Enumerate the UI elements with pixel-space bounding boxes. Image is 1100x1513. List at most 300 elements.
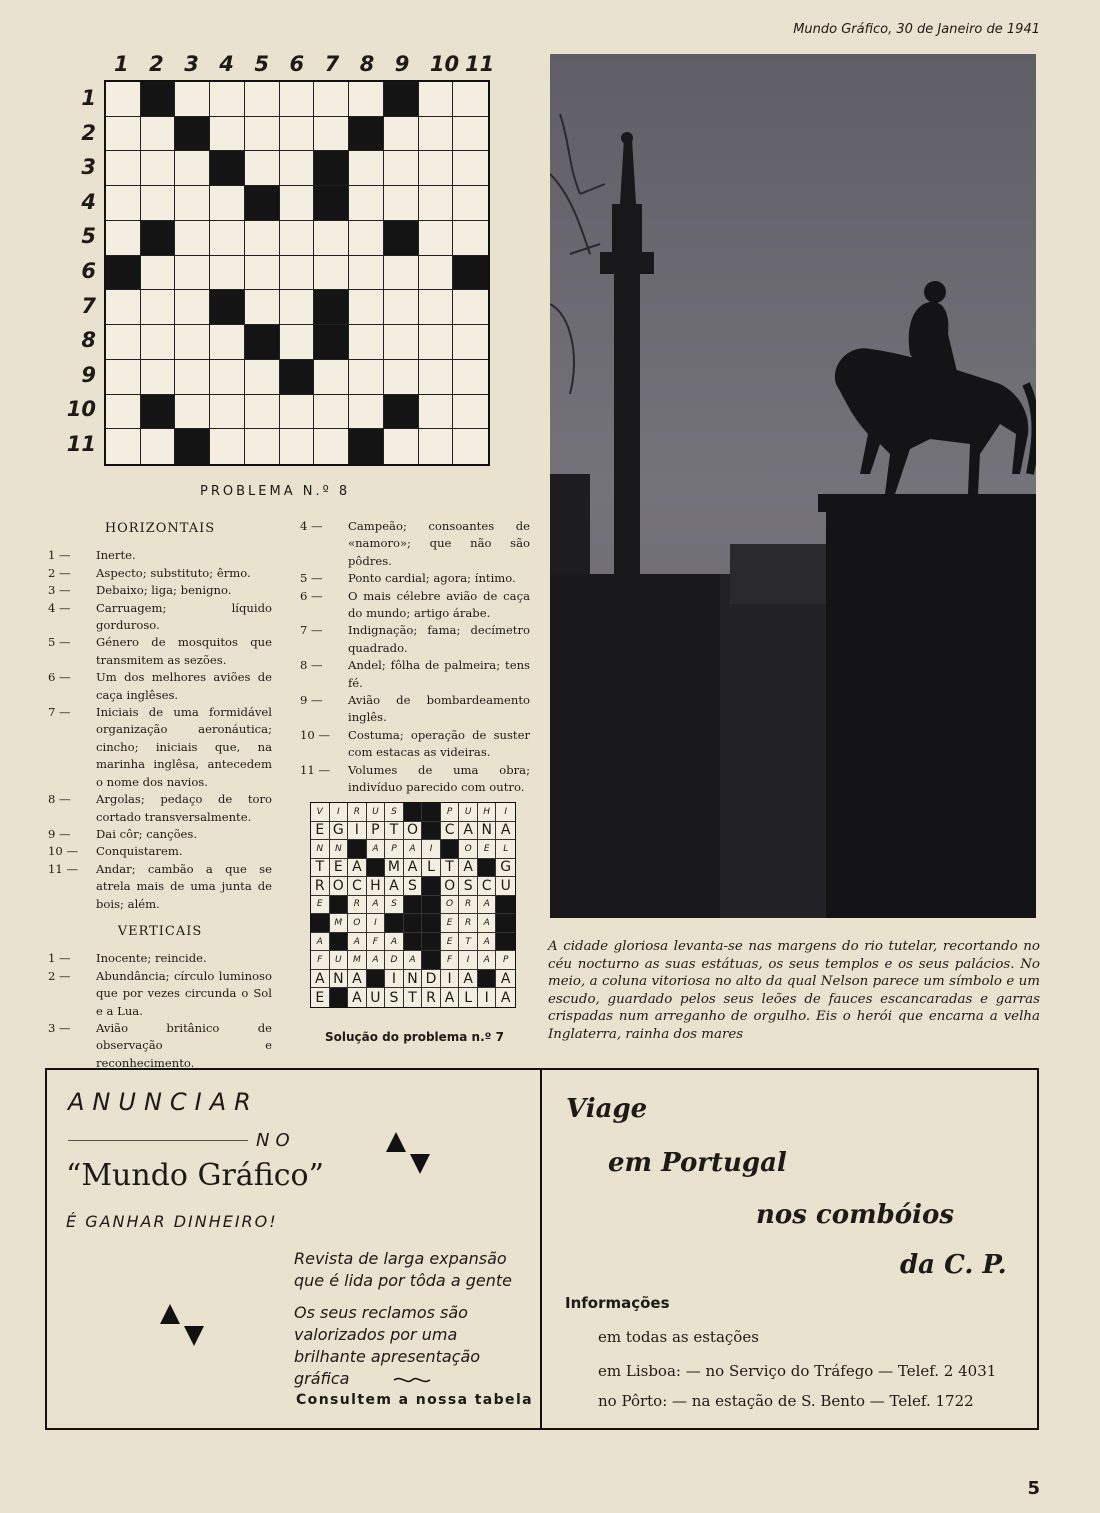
crossword-cell: [453, 82, 488, 117]
solution-cell: A: [404, 859, 423, 878]
crossword-cell: [245, 186, 280, 221]
row-number: 8: [81, 328, 96, 353]
clue-text: Volumes de uma obra; indivíduo parecido com outro.: [348, 762, 530, 795]
trafalgar-night-photo: [550, 54, 1036, 918]
ad-gain-text: É GANHAR DINHEIRO!: [66, 1212, 278, 1231]
solution-cell: A: [367, 951, 386, 970]
solution-cell: R: [348, 896, 367, 915]
crossword-cell: [419, 429, 454, 464]
crossword-cell: [349, 82, 384, 117]
clue-text: Carruagem; líquido gorduroso.: [96, 600, 272, 633]
crossword-cell: [349, 256, 384, 291]
crossword-cell: [314, 290, 349, 325]
clue-number: 3 —: [48, 583, 71, 598]
solution-cell: T: [404, 988, 423, 1007]
column-number: 1: [114, 52, 129, 76]
crossword-cell: [314, 395, 349, 430]
solution-cell: I: [330, 803, 349, 822]
clue-number: 7 —: [300, 623, 323, 638]
solution-cell: L: [422, 859, 441, 878]
solution-cell: R: [348, 803, 367, 822]
row-number: 1: [81, 86, 96, 110]
solution-cell: [478, 970, 497, 989]
solution-cell: A: [496, 970, 515, 989]
solution-cell: A: [404, 951, 423, 970]
solution-cell: [422, 822, 441, 841]
crossword-cell: [280, 186, 315, 221]
crossword-cell: [175, 117, 210, 152]
solution-cell: O: [441, 877, 460, 896]
crossword-cell: [453, 325, 488, 360]
crossword-cell: [141, 186, 176, 221]
solution-cell: A: [478, 914, 497, 933]
solution-cell: [496, 933, 515, 952]
clue-text: Campeão; consoantes de «namoro»; que não são pôdres.: [348, 519, 530, 568]
crossword-cell: [453, 151, 488, 186]
crossword-cell: [314, 117, 349, 152]
cp-info-lisboa: em Lisboa: — no Serviço do Tráfego — Telef. 2 4031: [598, 1362, 997, 1380]
column-number: 10: [429, 52, 460, 76]
clue-text: Abundância; círculo luminoso que por vezes circunda o Sol e a Lua.: [96, 968, 272, 1018]
solution-cell: E: [311, 822, 330, 841]
solution-cell: [422, 877, 441, 896]
clue-text: Andel; fôlha de palmeira; tens fé.: [348, 658, 530, 690]
crossword-cell: [210, 186, 245, 221]
ad-expansion-text: Revista de larga expansão que é lida por tôda a gente: [294, 1249, 512, 1290]
triangles-emblem-icon: [384, 1130, 434, 1176]
solution-cell: T: [385, 822, 404, 841]
crossword-cell: [141, 395, 176, 430]
clue-item: [300, 588, 530, 623]
crossword-cell: [245, 151, 280, 186]
clue-number: 11 —: [48, 861, 79, 876]
crossword-cell: [245, 82, 280, 117]
solution-caption: Solução do problema n.º 7: [325, 1030, 504, 1044]
solution-cell: A: [348, 933, 367, 952]
clues-column-1: [48, 516, 272, 1072]
crossword-cell: [141, 256, 176, 291]
clue-item: [300, 657, 530, 692]
crossword-cell: [314, 360, 349, 395]
solution-cell: I: [459, 951, 478, 970]
crossword-cell: [349, 221, 384, 256]
solution-cell: E: [478, 840, 497, 859]
crossword-cell: [384, 360, 419, 395]
ad-divider: [540, 1068, 542, 1430]
solution-cell: A: [496, 822, 515, 841]
clue-text: Avião britânico de observação e reconhecimento.: [96, 1020, 272, 1070]
crossword-cell: [210, 151, 245, 186]
solution-cell: S: [385, 988, 404, 1007]
solution-cell: U: [367, 803, 386, 822]
solution-cell: E: [311, 896, 330, 915]
crossword-cell: [314, 325, 349, 360]
horizontal-clues: [48, 547, 272, 913]
solution-cell: I: [385, 970, 404, 989]
crossword-cell: [314, 256, 349, 291]
solution-cell: L: [496, 840, 515, 859]
crossword-cell: [384, 256, 419, 291]
clue-text: Argolas; pedaço de toro cortado transversalmente.: [96, 792, 272, 824]
solution-cell: S: [404, 877, 423, 896]
solution-cell: [385, 914, 404, 933]
crossword-cell: [210, 360, 245, 395]
cp-info-heading: Informações: [565, 1294, 670, 1312]
crossword-cell: [175, 186, 210, 221]
crossword-cell: [210, 325, 245, 360]
solution-cell: [422, 914, 441, 933]
solution-cell: I: [422, 840, 441, 859]
solution-cell: P: [385, 840, 404, 859]
crossword-cell: [245, 221, 280, 256]
crossword-cell: [314, 429, 349, 464]
crossword-cell: [175, 429, 210, 464]
solution-cell: D: [422, 970, 441, 989]
clue-number: 10 —: [48, 844, 79, 859]
crossword-cell: [106, 82, 141, 117]
solution-cell: I: [348, 822, 367, 841]
crossword-cell: [141, 117, 176, 152]
crossword-cell: [314, 82, 349, 117]
crossword-cell: [280, 221, 315, 256]
crossword-cell: [210, 290, 245, 325]
crossword-cell: [106, 360, 141, 395]
vertical-clues-b: [300, 518, 530, 797]
solution-cell: A: [459, 822, 478, 841]
solution-cell: A: [478, 896, 497, 915]
column-number: 6: [289, 52, 305, 76]
crossword-cell: [384, 429, 419, 464]
crossword-cell: [384, 221, 419, 256]
solution-cell: [404, 914, 423, 933]
crossword-cell: [349, 429, 384, 464]
solution-cell: D: [385, 951, 404, 970]
cp-ad-line-3: nos combóios: [756, 1200, 954, 1230]
crossword-cell: [280, 360, 315, 395]
crossword-cell: [141, 429, 176, 464]
clue-text: Género de mosquitos que transmitem as sezões.: [96, 635, 272, 667]
solution-cell: G: [496, 859, 515, 878]
solution-cell: E: [311, 988, 330, 1007]
crossword-cell: [141, 360, 176, 395]
crossword-cell: [245, 360, 280, 395]
solution-grid: [310, 802, 516, 1008]
solution-cell: N: [478, 822, 497, 841]
page-header: Mundo Gráfico, 30 de Janeiro de 1941: [793, 22, 1040, 37]
horizontais-heading: HORIZONTAIS: [104, 521, 216, 536]
clue-text: Dai côr; canções.: [96, 826, 198, 841]
clue-item: [48, 968, 272, 1020]
crossword-cell: [384, 186, 419, 221]
crossword-cell: [175, 221, 210, 256]
crossword-cell: [106, 395, 141, 430]
solution-cell: R: [459, 896, 478, 915]
solution-cell: E: [441, 933, 460, 952]
clue-number: 4 —: [48, 600, 71, 615]
crossword-cell: [106, 186, 141, 221]
solution-cell: A: [478, 951, 497, 970]
photo-caption: A cidade gloriosa levanta-se nas margens do rio tutelar, recortando no céu nocturno as suas estátuas, os seus templos e os seus palácios. No meio, a coluna vitoriosa no alto da qual Nelson parece um símbolo e um escudo, guardado pelos seus leões de fauces escancaradas e garras crispadas num arreganho de orgulho. Eis o herói que encarna a velha Inglaterra, rainha dos mares: [548, 939, 1040, 1042]
clue-number: 5 —: [48, 635, 71, 650]
solution-cell: [478, 859, 497, 878]
crossword-cell: [453, 256, 488, 291]
solution-cell: A: [348, 970, 367, 989]
solution-cell: A: [441, 988, 460, 1007]
row-number: 2: [81, 120, 96, 145]
solution-cell: A: [404, 840, 423, 859]
row-number: 7: [81, 293, 96, 318]
clue-item: [300, 570, 530, 587]
solution-cell: R: [311, 877, 330, 896]
crossword-cell: [453, 186, 488, 221]
crossword-cell: [280, 151, 315, 186]
row-number: 6: [81, 259, 96, 283]
crossword-cell: [419, 360, 454, 395]
column-number: 3: [184, 52, 199, 76]
ad-presentation-text: Os seus reclamos são valorizados por uma brilhante apresentação gráfica: [294, 1303, 481, 1388]
clue-text: Inocente; reincide.: [96, 951, 207, 966]
clue-number: 6 —: [300, 588, 323, 603]
crossword-cell: [419, 117, 454, 152]
clue-item: [300, 727, 530, 762]
crossword-cell: [384, 395, 419, 430]
solution-cell: P: [367, 822, 386, 841]
solution-cell: [404, 803, 423, 822]
column-number: 11: [465, 52, 495, 76]
clue-item: [48, 826, 272, 843]
cp-ad-line-2: em Portugal: [608, 1148, 787, 1178]
solution-cell: A: [500, 989, 511, 1006]
crossword-row-numbers: [66, 82, 104, 468]
clue-item: [48, 704, 272, 791]
clue-number: 8 —: [48, 792, 71, 807]
solution-cell: [441, 840, 460, 859]
photo-illustration: [550, 54, 1036, 918]
solution-cell: I: [478, 988, 497, 1007]
solution-cell: A: [367, 896, 386, 915]
ad-consult-table: Consultem a nossa tabela: [296, 1392, 534, 1408]
crossword-cell: [419, 256, 454, 291]
crossword-cell: [349, 325, 384, 360]
clue-number: 11 —: [300, 762, 331, 777]
solution-cell: O: [330, 877, 349, 896]
row-number: 9: [81, 362, 96, 387]
crossword-cell: [419, 82, 454, 117]
row-number: 11: [66, 432, 96, 456]
crossword-cell: [384, 117, 419, 152]
crossword-cell: [419, 395, 454, 430]
solution-cell: H: [478, 803, 497, 822]
solution-cell: U: [330, 951, 349, 970]
crossword-cell: [453, 117, 488, 152]
clue-item: [48, 634, 272, 669]
solution-cell: E: [441, 914, 460, 933]
row-number: 10: [66, 397, 96, 422]
column-number: 5: [254, 52, 270, 76]
cp-ad-line-1: Viage: [566, 1094, 648, 1124]
column-number: 7: [324, 52, 340, 76]
solution-cell: S: [385, 803, 404, 822]
solution-cell: M: [348, 951, 367, 970]
crossword-cell: [245, 290, 280, 325]
crossword-cell: [175, 325, 210, 360]
solution-cell: C: [478, 877, 497, 896]
row-number: 5: [81, 224, 96, 249]
crossword-cell: [245, 395, 280, 430]
solution-cell: A: [459, 859, 478, 878]
crossword-column-numbers: [104, 52, 495, 78]
clue-item: [48, 791, 272, 826]
solution-cell: A: [311, 970, 330, 989]
solution-cell: I: [367, 914, 386, 933]
solution-cell: [496, 896, 515, 915]
clue-number: 3 —: [48, 1020, 71, 1035]
crossword-cell: [210, 395, 245, 430]
clue-text: Aspecto; substituto; êrmo.: [96, 565, 251, 580]
solution-cell: [422, 803, 441, 822]
cp-info-porto: no Pôrto: — na estação de S. Bento — Telef. 1722: [598, 1392, 974, 1410]
ornament-icon: [392, 1375, 432, 1385]
crossword-cell: [280, 325, 315, 360]
solution-cell: [348, 840, 367, 859]
column-number: 2: [149, 52, 164, 76]
crossword-cell: [106, 117, 141, 152]
ad-anunciar: ANUNCIAR: [68, 1088, 259, 1116]
problem-title: PROBLEMA N.º 8: [200, 484, 351, 499]
crossword-cell: [419, 221, 454, 256]
solution-cell: O: [459, 840, 478, 859]
solution-cell: [422, 896, 441, 915]
crossword-cell: [314, 221, 349, 256]
solution-cell: A: [478, 933, 497, 952]
clue-text: Inerte.: [96, 548, 136, 563]
crossword-cell: [453, 395, 488, 430]
solution-cell: O: [348, 914, 367, 933]
crossword-cell: [210, 117, 245, 152]
crossword-cell: [349, 290, 384, 325]
solution-cell: I: [496, 803, 515, 822]
solution-cell: A: [348, 988, 367, 1007]
solution-cell: [330, 988, 349, 1007]
solution-cell: U: [459, 803, 478, 822]
solution-cell: A: [459, 970, 478, 989]
solution-cell: I: [441, 970, 460, 989]
page-number: 5: [1027, 1478, 1040, 1499]
solution-cell: [330, 896, 349, 915]
solution-cell: O: [404, 822, 423, 841]
clue-item: [300, 518, 530, 570]
crossword-cell: [314, 186, 349, 221]
solution-cell: P: [441, 803, 460, 822]
clue-number: 2 —: [48, 565, 71, 580]
crossword-cell: [210, 429, 245, 464]
clue-number: 2 —: [48, 968, 71, 983]
solution-cell: A: [385, 933, 404, 952]
clue-item: [300, 762, 530, 797]
crossword-cell: [106, 256, 141, 291]
clue-text: Costuma; operação de suster com estacas as videiras.: [348, 727, 530, 760]
solution-cell: N: [311, 840, 330, 859]
crossword-cell: [384, 290, 419, 325]
solution-cell: P: [496, 951, 515, 970]
solution-cell: G: [330, 822, 349, 841]
clue-text: Debaixo; liga; benigno.: [96, 583, 232, 598]
crossword-cell: [175, 395, 210, 430]
solution-cell: A: [367, 840, 386, 859]
solution-cell: [422, 933, 441, 952]
clue-item: [48, 861, 272, 913]
solution-cell: T: [441, 859, 460, 878]
crossword-cell: [349, 117, 384, 152]
solution-cell: C: [348, 877, 367, 896]
ad-rule: [68, 1140, 248, 1141]
crossword-cell: [280, 256, 315, 291]
solution-cell: N: [330, 970, 349, 989]
clue-item: [48, 950, 272, 967]
vertical-clues-a: [48, 950, 272, 1072]
crossword-cell: [175, 290, 210, 325]
solution-cell: [404, 933, 423, 952]
solution-cell: H: [367, 877, 386, 896]
ad-magazine-title: “Mundo Gráfico”: [66, 1158, 324, 1193]
clue-number: 10 —: [300, 727, 331, 742]
solution-cell: U: [496, 877, 515, 896]
crossword-cell: [453, 360, 488, 395]
clue-text: Andar; cambão a que se atrela mais de uma junta de bois; além.: [96, 861, 272, 911]
crossword-cell: [349, 395, 384, 430]
crossword-cell: [141, 221, 176, 256]
clue-number: 5 —: [300, 571, 323, 586]
column-number: 4: [219, 52, 234, 76]
clue-text: O mais célebre avião de caça do mundo; artigo árabe.: [348, 588, 530, 621]
crossword-cell: [141, 290, 176, 325]
solution-cell: F: [441, 951, 460, 970]
crossword-cell: [280, 117, 315, 152]
clue-item: [48, 1020, 272, 1072]
crossword-cell: [419, 186, 454, 221]
solution-cell: S: [385, 896, 404, 915]
crossword-cell: [175, 151, 210, 186]
solution-cell: N: [330, 840, 349, 859]
crossword-cell: [141, 151, 176, 186]
crossword-cell: [106, 290, 141, 325]
solution-cell: M: [385, 859, 404, 878]
clue-item: [48, 843, 272, 860]
crossword-cell: [453, 429, 488, 464]
clue-number: 1 —: [48, 951, 71, 966]
clue-item: [300, 622, 530, 657]
solution-cell: U: [367, 988, 386, 1007]
solution-cell: [367, 859, 386, 878]
clue-item: [300, 692, 530, 727]
clues-column-2: [300, 518, 530, 797]
clue-item: [48, 565, 272, 582]
clue-text: Um dos melhores aviões de caça inglêses.: [96, 670, 272, 702]
crossword-cell: [453, 290, 488, 325]
crossword-grid: [104, 80, 490, 466]
verticais-heading: VERTICAIS: [117, 923, 203, 939]
cp-info-all-stations: em todas as estações: [598, 1328, 759, 1346]
crossword-cell: [349, 151, 384, 186]
clue-item: [48, 600, 272, 635]
solution-cell: [422, 951, 441, 970]
solution-cell: T: [459, 933, 478, 952]
column-number: 9: [394, 52, 410, 76]
clue-number: 9 —: [300, 693, 323, 708]
crossword-cell: [141, 82, 176, 117]
crossword-cell: [106, 429, 141, 464]
crossword-cell: [349, 360, 384, 395]
